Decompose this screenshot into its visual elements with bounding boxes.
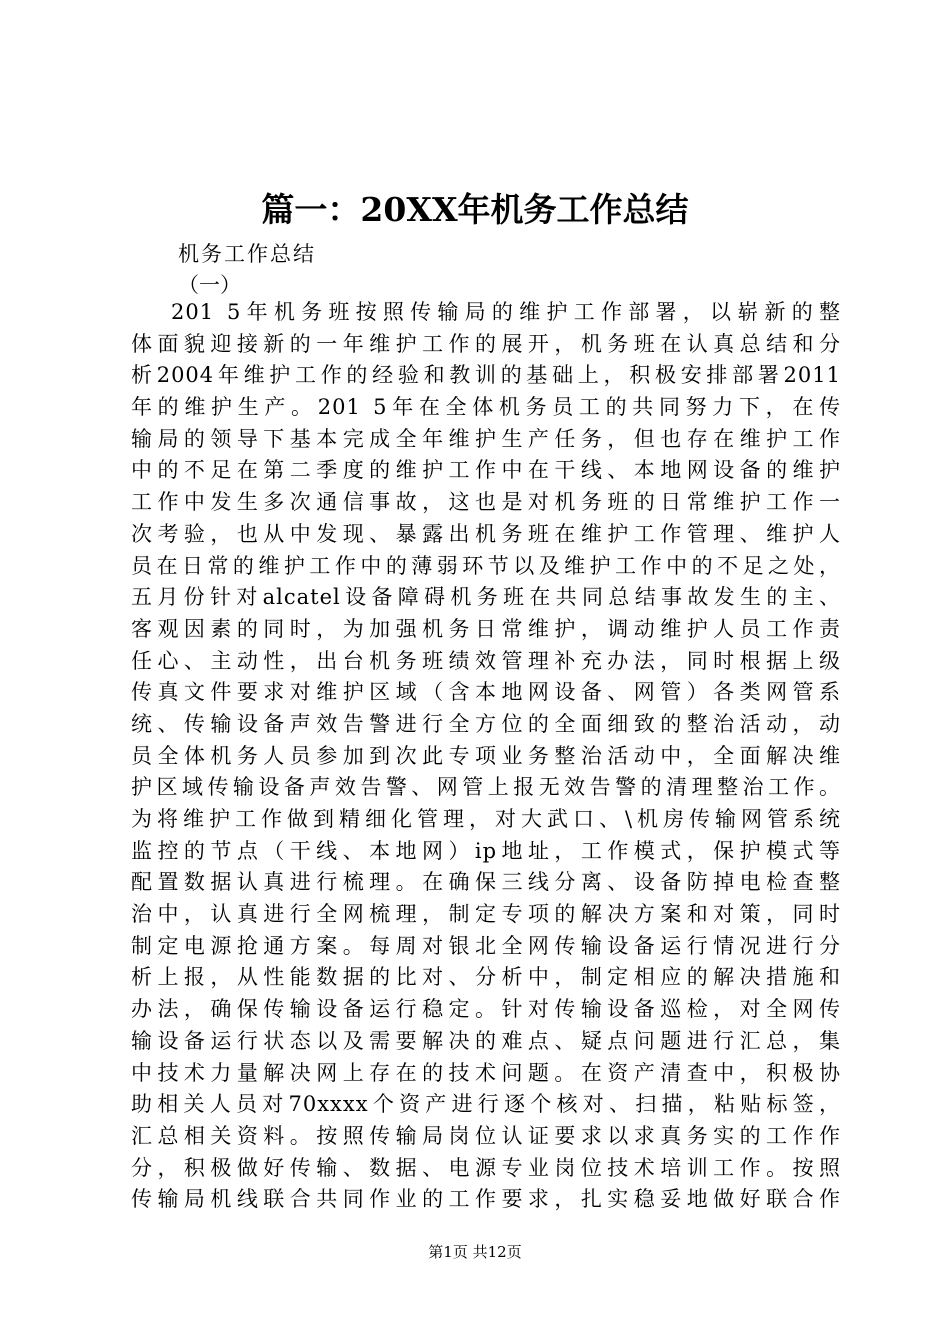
body-line: 配置数据认真进行梳理。在确保三线分离、设备防掉电检查整 xyxy=(131,870,841,895)
body-line: 中的不足在第二季度的维护工作中在干线、本地网设备的维护 xyxy=(131,458,841,483)
body-line: 员在日常的维护工作中的薄弱环节以及维护工作中的不足之处， xyxy=(131,553,841,578)
body-line: 次考验，也从中发现、暴露出机务班在维护工作管理、维护人 xyxy=(131,521,841,546)
body-line: 体面貌迎接新的一年维护工作的展开，机务班在认真总结和分 xyxy=(131,331,841,356)
page-footer: 第1页 共12页 xyxy=(428,1243,522,1261)
body-line: 为将维护工作做到精细化管理，对大武口、\机房传输网管系统 xyxy=(131,807,841,831)
body-line: 任心、主动性，出台机务班绩效管理补充办法，同时根据上级 xyxy=(131,648,841,673)
body-line: 汇总相关资料。按照传输局岗位认证要求以求真务实的工作作 xyxy=(131,1123,841,1148)
document-subtitle: 机务工作总结 xyxy=(178,242,316,266)
body-line: 输设备运行状态以及需要解决的难点、疑点问题进行汇总，集 xyxy=(131,1028,841,1053)
body-line: 统、传输设备声效告警进行全方位的全面细致的整治活动，动 xyxy=(131,711,841,736)
body-paragraph xyxy=(131,297,841,1216)
section-number: （一） xyxy=(178,273,241,297)
document-title: 篇一：20XX年机务工作总结 xyxy=(261,190,689,229)
body-line: 护区域传输设备声效告警、网管上报无效告警的清理整治工作。 xyxy=(131,775,841,800)
body-line: 年的维护生产。201 5年在全体机务员工的共同努力下，在传 xyxy=(131,395,841,420)
body-line: 分，积极做好传输、数据、电源专业岗位技术培训工作。按照 xyxy=(131,1155,841,1180)
body-line: 员全体机务人员参加到次此专项业务整治活动中，全面解决维 xyxy=(131,743,841,768)
body-line: 客观因素的同时，为加强机务日常维护，调动维护人员工作责 xyxy=(131,616,841,641)
body-line: 传真文件要求对维护区域（含本地网设备、网管）各类网管系 xyxy=(131,680,841,705)
body-line: 输局的领导下基本完成全年维护生产任务，但也存在维护工作 xyxy=(131,426,841,451)
body-line: 五月份针对alcatel设备障碍机务班在共同总结事故发生的主、 xyxy=(131,585,841,610)
body-line: 中技术力量解决网上存在的技术问题。在资产清查中，积极协 xyxy=(131,1060,841,1085)
body-line: 传输局机线联合共同作业的工作要求，扎实稳妥地做好联合作 xyxy=(131,1187,841,1212)
body-line: 助相关人员对70xxxx个资产进行逐个核对、扫描，粘贴标签， xyxy=(131,1092,841,1117)
body-line: 监控的节点（干线、本地网）ip地址，工作模式，保护模式等 xyxy=(131,838,841,863)
body-line: 制定电源抢通方案。每周对银北全网传输设备运行情况进行分 xyxy=(131,933,841,958)
body-line: 办法，确保传输设备运行稳定。针对传输设备巡检，对全网传 xyxy=(131,997,841,1022)
body-line: 治中，认真进行全网梳理，制定专项的解决方案和对策，同时 xyxy=(131,902,841,927)
body-line: 201 5年机务班按照传输局的维护工作部署，以崭新的整 xyxy=(171,300,841,324)
body-line: 工作中发生多次通信事故，这也是对机务班的日常维护工作一 xyxy=(131,490,841,515)
body-line: 析上报，从性能数据的比对、分析中，制定相应的解决措施和 xyxy=(131,965,841,990)
body-line: 析2004年维护工作的经验和教训的基础上，积极安排部署2011 xyxy=(131,363,841,388)
